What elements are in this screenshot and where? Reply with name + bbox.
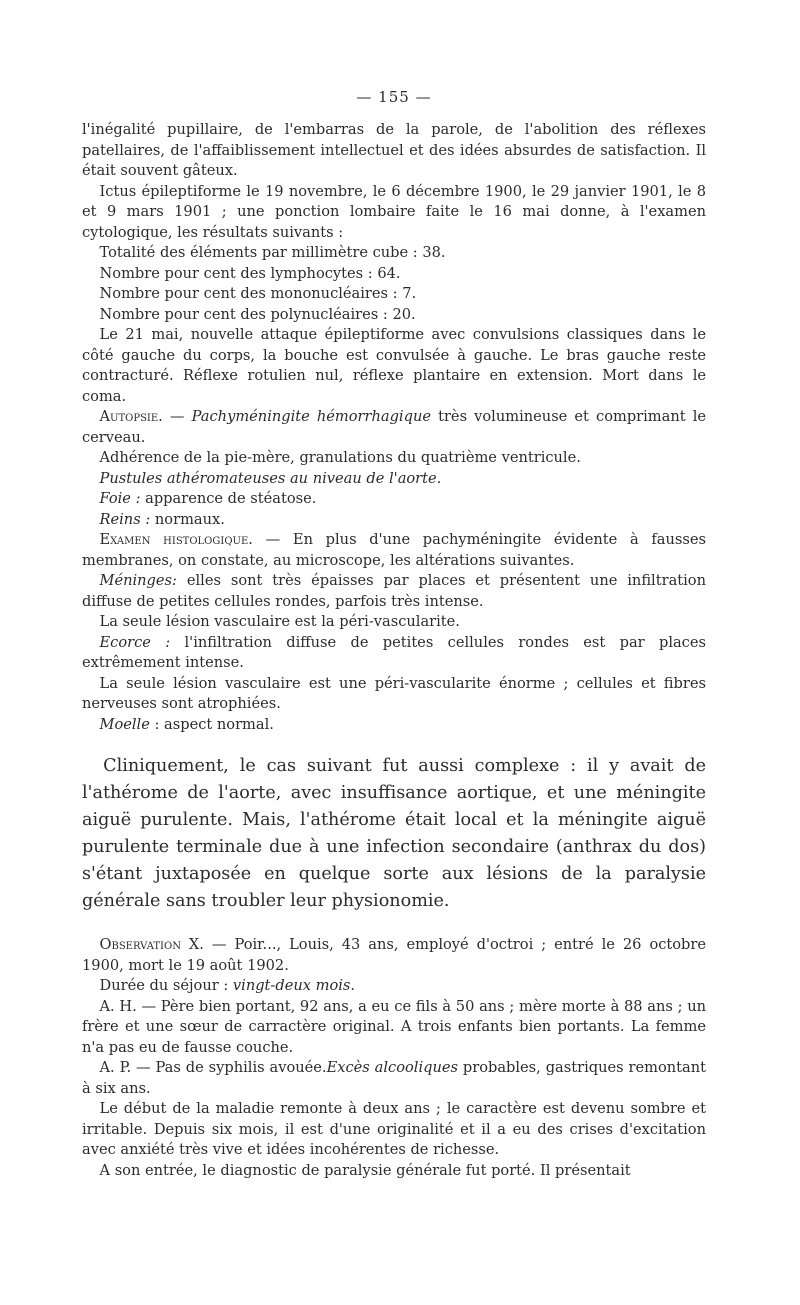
stay-label: Durée du séjour : <box>99 977 229 994</box>
paragraph: Adhérence de la pie-mère, granulations du quatrième ventricule. <box>99 449 581 466</box>
histology-paragraph <box>82 530 706 571</box>
paragraph: Nombre pour cent des lymphocytes : 64. <box>99 264 401 282</box>
ecorce-text: l'infiltration diffuse de petites cellules rondes est par places extrêmement intense. <box>82 633 706 671</box>
paragraph: Pustules athéromateuses au niveau de l'aorte. <box>99 469 442 487</box>
ecorce-paragraph <box>82 633 706 674</box>
page-number: — 155 — <box>356 88 432 106</box>
histology-label: Examen histologique. <box>99 531 253 548</box>
hereditary-history: A. H. — Père bien portant, 92 ans, a eu ce fils à 50 ans ; mère morte à 88 ans ; un frère et une sœur de carractère original. A trois enfants bien portants. La femme n'a pas eu de fausse couche. <box>82 997 706 1056</box>
paragraph: Le 21 mai, nouvelle attaque épileptiforme avec convulsions classiques dans le côté gauche du corps, la bouche est convulsée à gauche. Le bras gauche reste contracturé. Réflexe rotulien nul, réflexe plantaire en extension. Mort dans le coma. <box>82 326 706 405</box>
case-continuation <box>82 120 706 735</box>
paragraph: Nombre pour cent des mononucléaires : 7. <box>99 285 417 302</box>
observation-heading <box>82 935 706 976</box>
stay-value: vingt-deux mois. <box>232 977 356 994</box>
paragraph: A son entrée, le diagnostic de paralysie générale fut porté. Il présentait <box>99 1161 631 1179</box>
paragraph: Ictus épileptiforme le 19 novembre, le 6 décembre 1900, le 29 janvier 1901, le 8 et 9 mars 1901 ; une ponction lombaire faite le 16 mai donne, à l'examen cytologique, les résultats suivants : <box>82 182 706 241</box>
paragraph: l'inégalité pupillaire, de l'embarras de la parole, de l'abolition des réflexes patellaires, de l'affaiblissement intellectuel et des idées absurdes de satisfaction. Il était souvent gâteux. <box>82 121 706 179</box>
reins-label: Reins : <box>99 510 151 528</box>
reins-paragraph <box>82 510 706 531</box>
paragraph: Nombre pour cent des polynucléaires : 20. <box>99 305 416 323</box>
moelle-label: Moelle <box>99 715 150 733</box>
paragraph: Totalité des éléments par millimètre cube : 38. <box>99 244 446 261</box>
commentary-paragraph: Cliniquement, le cas suivant fut aussi complexe : il y avait de l'athérome de l'aorte, avec insuffisance aortique, et une méningite aiguë purulente. Mais, l'athérome était local et la méningite aiguë purulente terminale due à une infection secondaire (anthrax du dos) s'étant juxtaposée en quelque sorte aux lésions de la paralysie générale sans troubler leur physionomie. <box>82 756 706 911</box>
personal-history-rest: probables, gastriques remontant à six ans. <box>82 1059 706 1097</box>
moelle-paragraph <box>82 715 706 736</box>
reins-text: normaux. <box>150 510 225 528</box>
document-page <box>82 88 706 1181</box>
personal-history-start: A. P. — Pas de syphilis avouée. <box>99 1059 327 1076</box>
personal-history <box>82 1058 706 1099</box>
autopsy-rest: très volumineuse et comprimant le cerveau. <box>82 408 707 446</box>
autopsy-paragraph <box>82 407 706 448</box>
ecorce-label: Ecorce : <box>99 633 171 651</box>
meninges-text: elles sont très épaisses par places et présentent une infiltration diffuse de petites cellules rondes, parfois très intense. <box>82 572 706 610</box>
observation-label: Observation X. <box>99 936 204 953</box>
observation-x <box>82 935 706 1181</box>
personal-history-italic: Excès alcooliques <box>326 1059 458 1076</box>
foie-label: Foie : <box>99 490 141 507</box>
histology-text: — En plus d'une pachyméningite évidente à fausses membranes, on constate, au microscope, les altérations suivantes. <box>82 531 706 569</box>
autopsy-diagnosis: Pachyméningite hémorrhagique <box>191 408 431 425</box>
meninges-paragraph <box>82 571 706 612</box>
autopsy-label: Autopsie. <box>99 408 163 425</box>
dash: — <box>162 408 192 425</box>
paragraph: Le début de la maladie remonte à deux ans ; le caractère est devenu sombre et irritable. Depuis six mois, il est d'une originalité et il a eu des crises d'excitation avec anxiété très vive et idées incohérentes de richesse. <box>82 1100 706 1158</box>
paragraph: La seule lésion vasculaire est une péri-vascularite énorme ; cellules et fibres nerveuses sont atrophiées. <box>82 674 706 712</box>
meninges-label: Méninges: <box>99 572 177 589</box>
stay-duration <box>82 976 706 997</box>
observation-text: — Poir..., Louis, 43 ans, employé d'octroi ; entré le 26 octobre 1900, mort le 19 août 1902. <box>82 936 707 974</box>
commentary-block <box>82 753 706 915</box>
paragraph: La seule lésion vasculaire est la péri-vascularite. <box>99 613 460 630</box>
moelle-text: : aspect normal. <box>149 715 274 733</box>
foie-text: apparence de stéatose. <box>140 490 317 507</box>
foie-paragraph <box>82 489 706 510</box>
